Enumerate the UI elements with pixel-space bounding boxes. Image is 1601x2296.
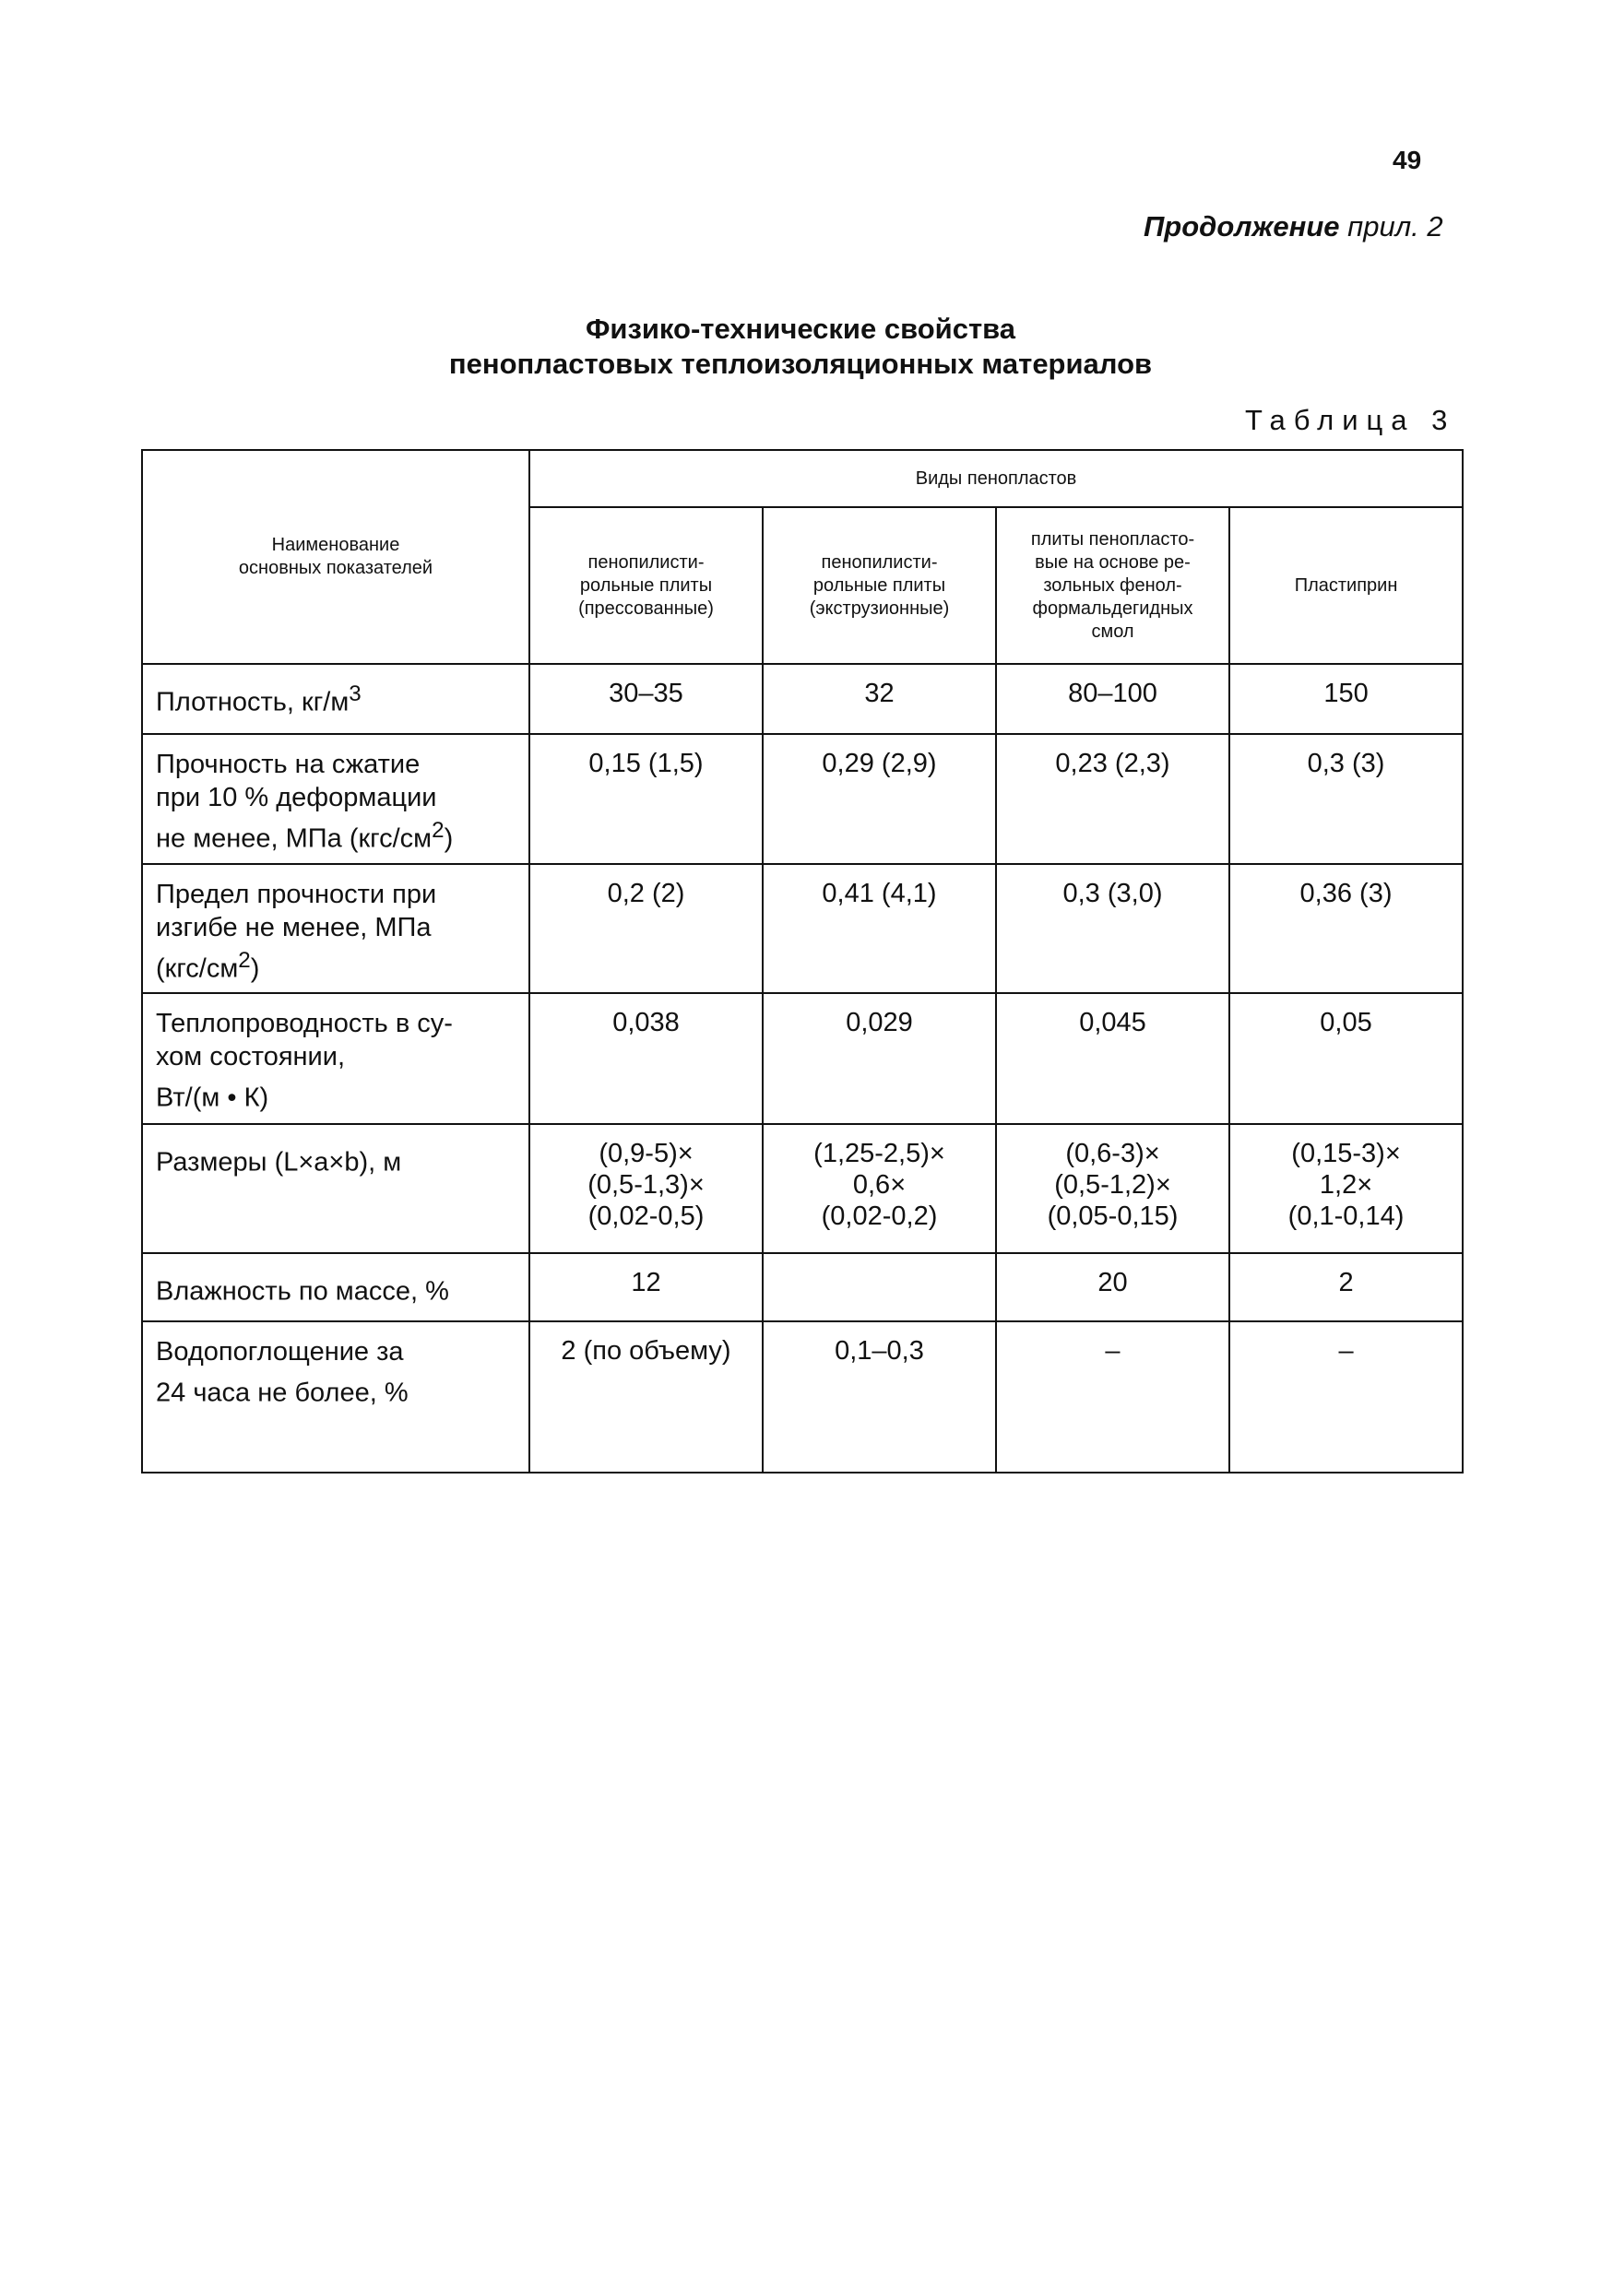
properties-table (141, 449, 1464, 1473)
table-cell: 0,2 (2) (529, 864, 763, 994)
table-cell: 0,029 (763, 993, 996, 1124)
continuation-note-bold: Продолжение (1144, 210, 1340, 243)
row-label-suffix: ) (250, 953, 260, 984)
table-cell: 2 (1229, 1253, 1463, 1321)
continuation-note-rest: прил. 2 (1347, 210, 1443, 243)
table-cell: 0,038 (529, 993, 763, 1124)
row-label-superscript: 3 (349, 681, 362, 706)
header-column: пенопилисти- рольные плиты (экструзионные) (763, 507, 996, 664)
row-label-superscript: 2 (432, 818, 445, 843)
header-column: плиты пенопласто- вые на основе ре- зольных фенол- формальдегидных смол (996, 507, 1229, 664)
table-cell: (0,6-3)× (0,5-1,2)× (0,05-0,15) (996, 1124, 1229, 1253)
header-column: Пластиприн (1229, 507, 1463, 664)
table-cell: 0,23 (2,3) (996, 734, 1229, 864)
table-cell: 12 (529, 1253, 763, 1321)
table-cell: 0,41 (4,1) (763, 864, 996, 994)
table-cell: (1,25-2,5)× 0,6× (0,02-0,2) (763, 1124, 996, 1253)
table-cell: 0,3 (3,0) (996, 864, 1229, 994)
table-cell: (0,15-3)× 1,2× (0,1-0,14) (1229, 1124, 1463, 1253)
row-label (142, 664, 529, 734)
table-row (142, 664, 1463, 734)
table-cell: 0,29 (2,9) (763, 734, 996, 864)
table-cell: 150 (1229, 664, 1463, 734)
document-title-line-2: пенопластовых теплоизоляционных материалов (448, 348, 1153, 380)
table-row (142, 864, 1463, 994)
row-label (142, 1253, 529, 1321)
table-header-row (142, 450, 1463, 507)
table-cell: – (996, 1321, 1229, 1473)
row-label (142, 1124, 529, 1253)
row-label-text: Предел прочности при изгибе не менее, МПа (кгс/см (156, 879, 437, 984)
table-cell: 80–100 (996, 664, 1229, 734)
table-cell: 0,05 (1229, 993, 1463, 1124)
table-cell: – (1229, 1321, 1463, 1473)
row-label-text: Влажность по массе, % (156, 1276, 449, 1307)
page-number: 49 (1393, 146, 1422, 174)
row-label-text: Размеры (L×a×b), м (156, 1147, 402, 1178)
table-cell: 30–35 (529, 664, 763, 734)
table-cell: 0,1–0,3 (763, 1321, 996, 1473)
header-column: пенопилисти- рольные плиты (прессованные) (529, 507, 763, 664)
table-cell: 0,3 (3) (1229, 734, 1463, 864)
table-cell: 2 (по объему) (529, 1321, 763, 1473)
table-row (142, 1124, 1463, 1253)
row-label-suffix: ) (444, 823, 454, 854)
table-row (142, 993, 1463, 1124)
row-label (142, 864, 529, 994)
row-label-text: Плотность, кг/м (156, 687, 350, 717)
table-cell (763, 1253, 996, 1321)
table-cell: 0,045 (996, 993, 1229, 1124)
table-cell: 20 (996, 1253, 1229, 1321)
row-label-text: Водопоглощение за 24 часа не более, % (156, 1337, 409, 1408)
table-cell: 0,15 (1,5) (529, 734, 763, 864)
continuation-note (1144, 210, 1443, 243)
table-row (142, 1253, 1463, 1321)
row-label-text: Прочность на сжатие при 10 % деформации не менее, МПа (кгс/см (156, 750, 437, 854)
table-cell: 32 (763, 664, 996, 734)
header-indicator-name: Наименование основных показателей (142, 450, 529, 664)
row-label-superscript: 2 (238, 947, 251, 973)
row-label-text: Теплопроводность в су- хом состоянии, Вт/(м • К) (156, 1009, 453, 1113)
document-title-line-1: Физико-технические свойства (585, 313, 1016, 345)
document-title (0, 312, 1601, 382)
row-label (142, 1321, 529, 1473)
header-foam-types: Виды пенопластов (529, 450, 1463, 507)
row-label (142, 734, 529, 864)
table-cell: 0,36 (3) (1229, 864, 1463, 994)
table-row (142, 734, 1463, 864)
table-cell: (0,9-5)× (0,5-1,3)× (0,02-0,5) (529, 1124, 763, 1253)
table-label: Таблица 3 (1245, 404, 1456, 436)
table-row (142, 1321, 1463, 1473)
row-label (142, 993, 529, 1124)
